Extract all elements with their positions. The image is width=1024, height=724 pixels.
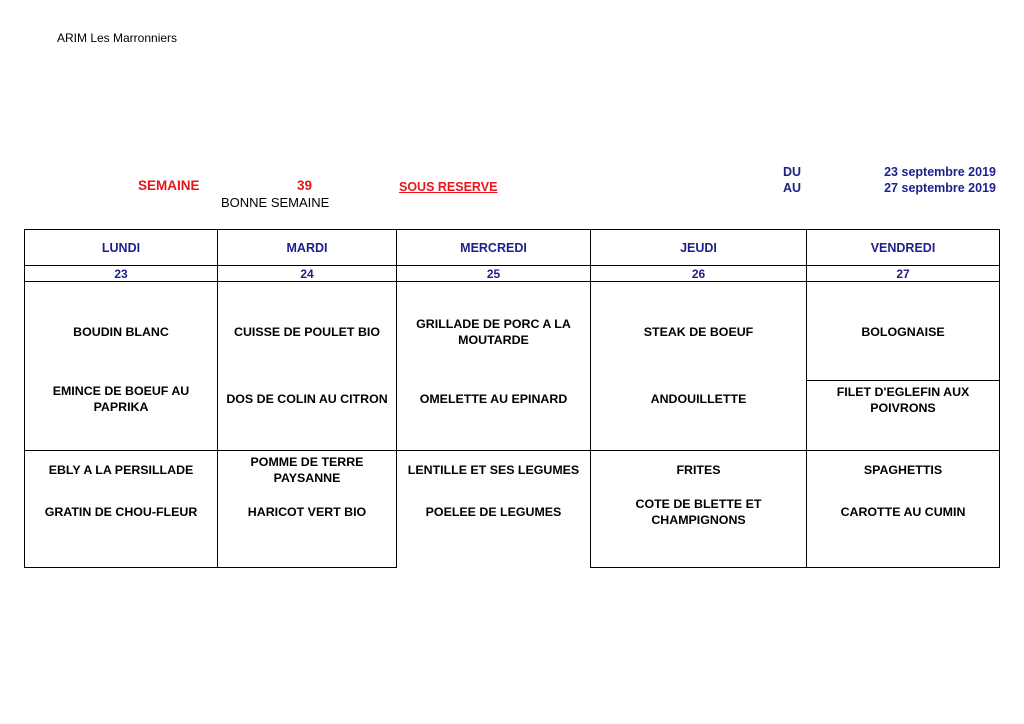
reserve-notice: SOUS RESERVE [399,180,498,194]
organization-name: ARIM Les Marronniers [57,31,178,45]
side-dish-lundi-1: EBLY A LA PERSILLADE [48,463,194,477]
main-dish-vendredi-2: FILET D'EGLEFIN AUX POIVRONS [836,385,970,415]
side-dish-jeudi-1: FRITES [676,463,721,477]
day-number-mardi: 24 [300,266,314,281]
day-name-lundi: LUNDI [101,240,141,255]
column-divider [590,281,591,451]
main-dish-lundi-1: BOUDIN BLANC [73,325,169,339]
column-divider [217,281,218,451]
side-dish-mardi-2: HARICOT VERT BIO [247,505,367,519]
day-name-mercredi: MERCREDI [460,240,527,255]
date-to-value: 27 septembre 2019 [884,181,996,195]
main-dish-lundi-2: EMINCE DE BOEUF AU PAPRIKA [52,384,190,414]
week-greeting: BONNE SEMAINE [221,195,330,210]
week-label: SEMAINE [138,178,200,193]
main-dish-mardi-1: CUISSE DE POULET BIO [234,325,380,339]
side-dish-lundi-2: GRATIN DE CHOU-FLEUR [44,505,198,519]
date-from-value: 23 septembre 2019 [884,165,996,179]
column-divider [396,281,397,451]
day-number-mercredi: 25 [486,266,501,281]
side-dish-jeudi-2: COTE DE BLETTE ET CHAMPIGNONS [635,497,762,527]
side-dish-vendredi-1: SPAGHETTIS [863,463,943,477]
side-dish-mercredi-2: POELEE DE LEGUMES [425,505,562,519]
day-number-vendredi: 27 [896,266,910,281]
day-name-vendredi: VENDREDI [870,240,936,255]
main-dish-mardi-2: DOS DE COLIN AU CITRON [226,392,388,406]
day-name-jeudi: JEUDI [680,240,717,255]
main-dish-vendredi-1: BOLOGNAISE [861,325,945,339]
day-name-mardi: MARDI [286,240,328,255]
main-dish-jeudi-2: ANDOUILLETTE [650,392,747,406]
day-number-jeudi: 26 [691,266,706,281]
main-dish-mercredi-2: OMELETTE AU EPINARD [419,392,568,406]
date-to-label: AU [783,181,802,195]
mains-block [24,281,1000,451]
week-number: 39 [297,178,313,193]
side-dish-mardi-1: POMME DE TERRE PAYSANNE [250,455,364,485]
day-number-lundi: 23 [114,266,128,281]
main-dish-jeudi-1: STEAK DE BOEUF [643,325,754,339]
date-from-label: DU [783,165,802,179]
side-dish-vendredi-2: CAROTTE AU CUMIN [840,505,966,519]
column-divider [806,281,807,451]
side-dish-mercredi-1: LENTILLE ET SES LEGUMES [407,463,580,477]
main-dish-mercredi-1: GRILLADE DE PORC A LA MOUTARDE [416,317,571,347]
